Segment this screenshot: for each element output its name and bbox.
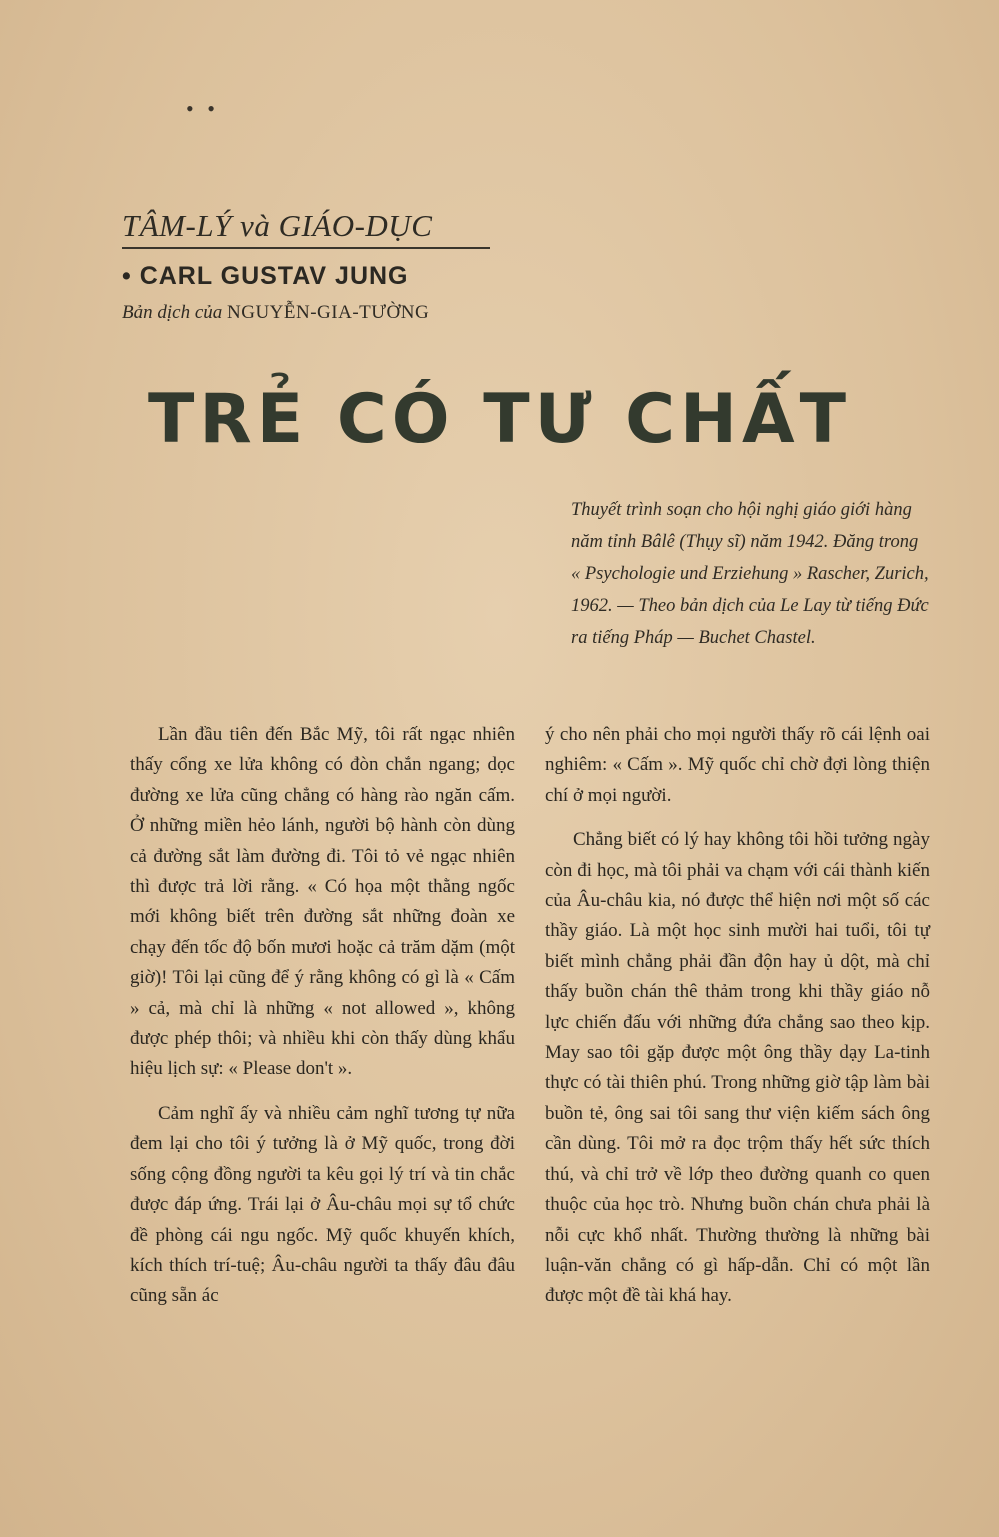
translator-credit: [122, 302, 429, 324]
author-name: • CARL GUSTAV JUNG: [122, 262, 409, 290]
decorative-dots: • •: [186, 96, 219, 121]
translator-name: NGUYỄN-GIA-TƯỜNG: [227, 302, 430, 323]
section-title-underline: [122, 247, 490, 249]
translator-prefix: Bản dịch của: [122, 302, 223, 323]
paragraph: Lần đầu tiên đến Bắc Mỹ, tôi rất ngạc nhiên thấy cổng xe lửa không có đòn chắn ngang; dọc đường xe lửa cũng chẳng có hàng rào ngăn cấm. Ở những miền hẻo lánh, người bộ hành còn dùng cả đường sắt làm đường đi. Tôi tỏ vẻ ngạc nhiên thì được trả lời rằng. « Có họa một thằng ngốc mới không biết trên đường sắt những đoàn xe chạy đến tốc độ bốn mươi hoặc cả trăm dặm (một giờ)! Tôi lại cũng để ý rằng không có gì là « Cấm » cả, mà chỉ là những « not allowed », không được phép thôi; và nhiều khi còn thấy dùng khẩu hiệu lịch sự: « Please don't ».: [130, 724, 515, 1080]
source-note: Thuyết trình soạn cho hội nghị giáo giới hàng năm tỉnh Bâlê (Thụy sĩ) năm 1942. Đăng trong « Psychologie und Erziehung » Rascher, Zurich, 1962. — Theo bản dịch của Le Lay từ tiếng Đức ra tiếng Pháp — Buchet Chastel.: [571, 500, 929, 648]
paragraph: Chẳng biết có lý hay không tôi hồi tưởng ngày còn đi học, mà tôi phải va chạm với cái thành kiến của Âu-châu kia, nó được thể hiện nơi một số các thầy giáo. Là một học sinh mười hai tuổi, tôi tự biết mình chẳng phải đần độn hay ủ dột, mà chỉ thấy buồn chán thê thảm trong khi thầy giáo nỗ lực chiến đấu với những đứa chẳng sao theo kịp. May sao tôi gặp được một ông thầy dạy La-tinh thực có tài thiên phú. Trong những giờ tập làm bài buồn tẻ, ông sai tôi sang thư viện kiếm sách ông cần dùng. Tôi mở ra đọc trộm thấy hết sức thích thú, và chỉ trở về lớp theo đường quanh co quen thuộc của học trò. Nhưng buồn chán chưa phải là nỗi cực khổ nhất. Thường thường là những bài luận-văn chẳng có gì hấp-dẫn. Chỉ có một lần được một đề tài khá hay.: [545, 829, 930, 1307]
article-title: TRẺ CÓ TƯ CHẤT: [148, 380, 851, 459]
body-column-left: [130, 720, 515, 1312]
body-column-right: [545, 720, 930, 1312]
paragraph: ý cho nên phải cho mọi người thấy rõ cái lệnh oai nghiêm: « Cấm ». Mỹ quốc chỉ chờ đợi lòng thiện chí ở mọi người.: [545, 724, 930, 806]
section-title: TÂM-LÝ và GIÁO-DỤC: [122, 208, 433, 243]
paragraph: Cảm nghĩ ấy và nhiều cảm nghĩ tương tự nữa đem lại cho tôi ý tưởng là ở Mỹ quốc, trong đời sống cộng đồng người ta kêu gọi lý trí và tin chắc được đáp ứng. Trái lại ở Âu-châu mọi sự tổ chức đề phòng cái ngu ngốc. Mỹ quốc khuyến khích, kích thích trí-tuệ; Âu-châu người ta thấy đâu đâu cũng sẵn ác: [130, 1102, 515, 1307]
